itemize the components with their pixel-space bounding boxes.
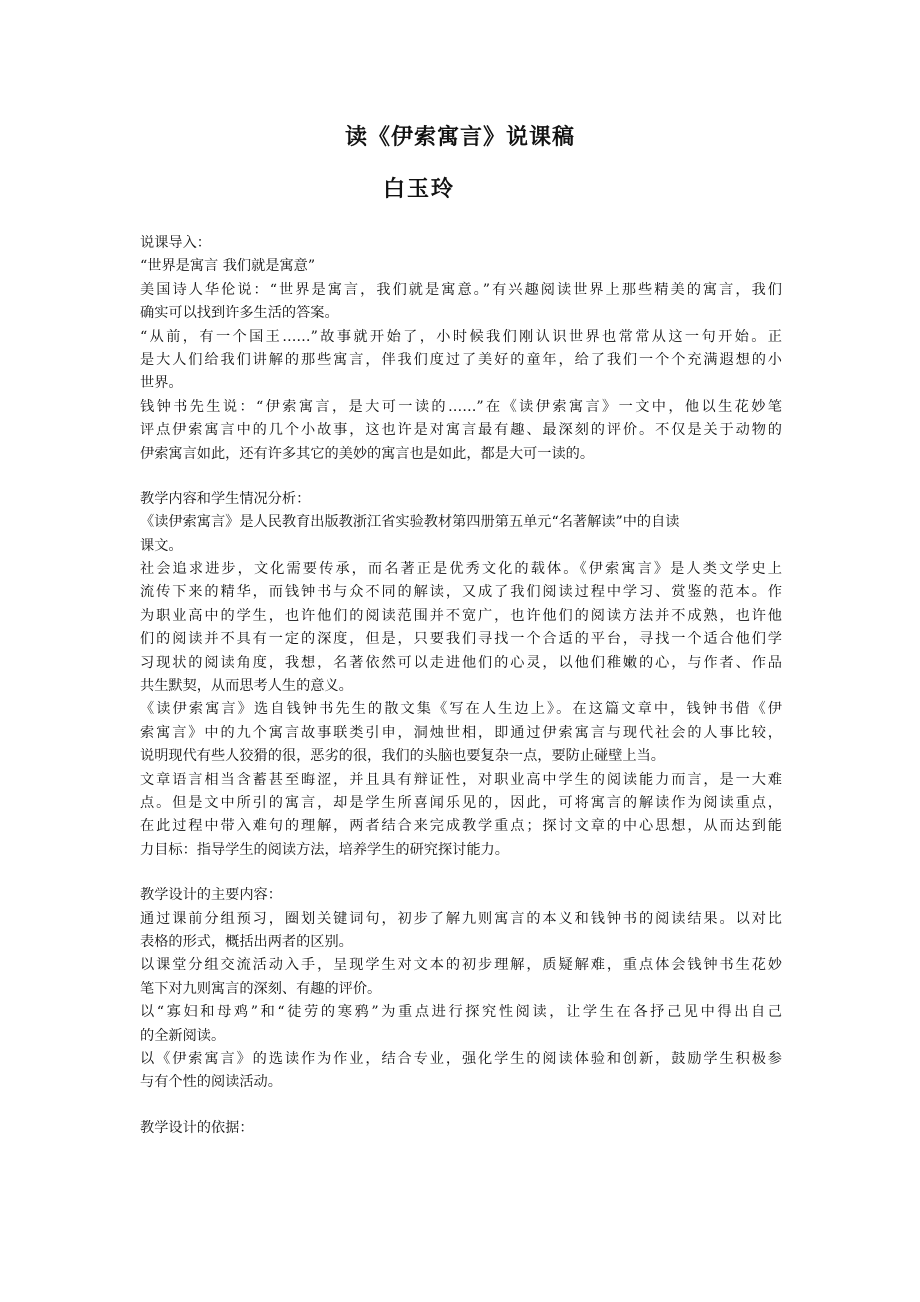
text-line: 为职业高中的学生，也许他们的阅读范围并不宽广，也许他们的阅读方法并不成熟，也许他 xyxy=(140,607,782,624)
text-line: 以课堂分组交流活动入手，呈现学生对文本的初步理解，质疑解难，重点体会钱钟书生花妙 xyxy=(140,957,782,974)
text-line: 世界。 xyxy=(140,375,183,392)
text-line: 索寓言》中的九个寓言故事联类引申，洞烛世相，即通过伊索寓言与现代社会的人事比较， xyxy=(140,724,782,741)
text-line: 们的阅读并不具有一定的深度，但是，只要我们寻找一个合适的平台，寻找一个适合他们学 xyxy=(140,631,782,648)
text-line: 在此过程中带入难句的理解，两者结合来完成教学重点；探讨文章的中心思想，从而达到能 xyxy=(140,818,782,835)
text-line: 说明现代有些人狡猾的很，恶劣的很，我们的头脑也要复杂一点，要防止碰壁上当。 xyxy=(140,748,665,765)
text-line: 流传下来的精华，而钱钟书与众不同的解读，又成了我们阅读过程中学习、赏鉴的范本。作 xyxy=(140,584,782,601)
text-line: 社会追求进步，文化需要传承，而名著正是优秀文化的载体。《伊索寓言》是人类文学史上 xyxy=(140,561,782,578)
text-line: 共生默契，从而思考人生的意义。 xyxy=(140,678,353,695)
blank-line xyxy=(140,862,782,884)
text-line: 文章语言相当含蓄甚至晦涩，并且具有辩证性，对职业高中学生的阅读能力而言，是一大难 xyxy=(140,771,782,788)
text-line: 《读伊索寓言》是人民教育出版教浙江省实验教材第四册第五单元“名著解读”中的自读 xyxy=(140,514,680,531)
text-line: 与有个性的阅读活动。 xyxy=(140,1074,282,1091)
text-line: 美国诗人华伦说：“世界是寓言，我们就是寓意。”有兴趣阅读世界上那些精美的寓言，我们 xyxy=(140,281,782,298)
text-line: 以《伊索寓言》的选读作为作业，结合专业，强化学生的阅读体验和创新，鼓励学生积极参 xyxy=(140,1050,782,1067)
text-line: 课文。 xyxy=(140,537,183,554)
text-line: 力目标：指导学生的阅读方法，培养学生的研究探讨能力。 xyxy=(140,841,509,858)
document-body xyxy=(140,232,782,1140)
text-line: 笔下对九则寓言的深刻、有趣的评价。 xyxy=(140,980,382,997)
text-line: 《读伊索寓言》选自钱钟书先生的散文集《写在人生边上》。在这篇文章中，钱钟书借《伊 xyxy=(140,701,782,718)
blank-line xyxy=(140,1095,782,1117)
text-line: “世界是寓言 我们就是寓意” xyxy=(140,258,316,275)
text-line: 以“寡妇和母鸡”和“徒劳的寒鸦”为重点进行探究性阅读，让学生在各抒己见中得出自己 xyxy=(140,1004,782,1021)
document-title: 读《伊索寓言》说课稿 xyxy=(344,124,575,150)
text-line: 钱钟书先生说：“伊索寓言，是大可一读的……”在《读伊索寓言》一文中，他以生花妙笔 xyxy=(140,398,782,415)
text-line: 点。但是文中所引的寓言，却是学生所喜闻乐见的，因此，可将寓言的解读作为阅读重点， xyxy=(140,794,782,811)
text-line: 说课导入： xyxy=(140,235,211,251)
text-line: 的全新阅读。 xyxy=(140,1027,226,1044)
text-line: 表格的形式，概括出两者的区别。 xyxy=(140,933,353,950)
text-line: 教学内容和学生情况分析： xyxy=(140,490,311,507)
text-line: 评点伊索寓言中的几个小故事，这也许是对寓言最有趣、最深刻的评价。不仅是关于动物的 xyxy=(140,422,782,439)
text-line: “从前，有一个国王……”故事就开始了，小时候我们刚认识世界也常常从这一句开始。正 xyxy=(140,328,782,345)
text-line: 确实可以找到许多生活的答案。 xyxy=(140,305,339,322)
text-line: 教学设计的主要内容： xyxy=(140,887,282,904)
text-line: 伊索寓言如此，还有许多其它的美妙的寓言也是如此，都是大可一读的。 xyxy=(140,445,595,462)
blank-line xyxy=(140,466,782,488)
document-author: 白玉玲 xyxy=(382,176,455,202)
text-line: 习现状的阅读角度，我想，名著依然可以走进他们的心灵，以他们稚嫩的心，与作者、作品 xyxy=(140,654,782,671)
text-line: 教学设计的依据： xyxy=(140,1119,254,1136)
text-line: 是大人们给我们讲解的那些寓言，伴我们度过了美好的童年，给了我们一个个充满遐想的小 xyxy=(140,351,782,368)
text-line: 通过课前分组预习，圈划关键词句，初步了解九则寓言的本义和钱钟书的阅读结果。以对比 xyxy=(140,910,782,927)
